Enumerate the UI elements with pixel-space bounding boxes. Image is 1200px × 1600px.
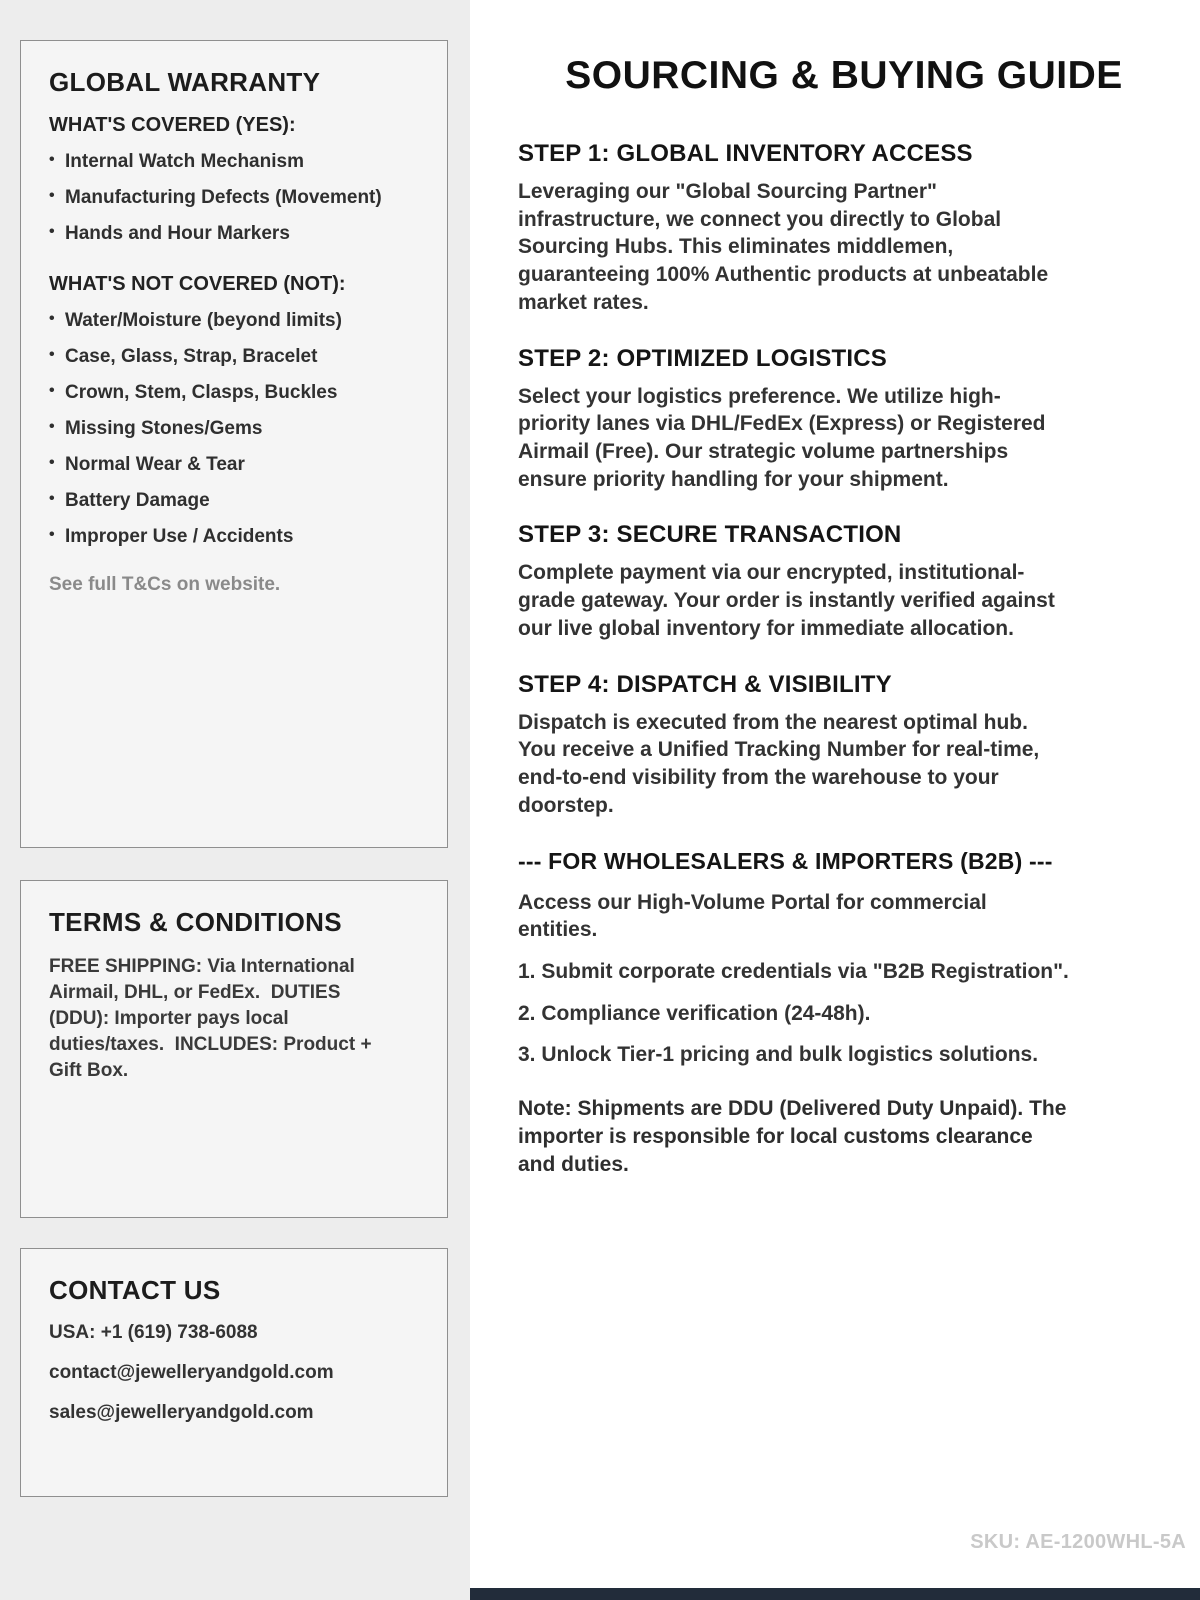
warranty-covered-heading: WHAT'S COVERED (YES): — [49, 114, 296, 136]
contact-panel — [20, 1248, 448, 1497]
terms-panel — [20, 880, 448, 1218]
warranty-not-covered-heading: WHAT'S NOT COVERED (NOT): — [49, 273, 346, 295]
warranty-not-covered-item: • Missing Stones/Gems — [49, 418, 419, 440]
b2b-section — [518, 848, 1170, 1179]
main-content — [470, 0, 1200, 1600]
b2b-intro: Access our High-Volume Portal for commercial entities. — [518, 890, 987, 942]
b2b-item-1: 1. Submit corporate credentials via "B2B Registration". — [518, 959, 1069, 983]
warranty-covered-list — [49, 151, 419, 245]
contact-email-sales: sales@jewelleryandgold.com — [49, 1402, 314, 1423]
b2b-note: Note: Shipments are DDU (Delivered Duty Unpaid). The importer is responsible for local customs clearance and duties. — [518, 1097, 1067, 1176]
step-4-heading: STEP 4: DISPATCH & VISIBILITY — [518, 670, 892, 698]
step-1-body: Leveraging our "Global Sourcing Partner" infrastructure, we connect you directly to Global Sourcing Hubs. This eliminates middlemen, guaranteeing 100% Authentic products at unbeatable market rates. — [518, 180, 1049, 314]
b2b-item-2: 2. Compliance verification (24-48h). — [518, 1001, 871, 1025]
b2b-item-3: 3. Unlock Tier-1 pricing and bulk logistics solutions. — [518, 1043, 1039, 1067]
step-4-body: Dispatch is executed from the nearest optimal hub. You receive a Unified Tracking Number for real-time, end-to-end visibility from the warehouse to your doorstep. — [518, 710, 1040, 817]
warranty-title: GLOBAL WARRANTY — [49, 67, 321, 97]
sku-label: SKU: AE-1200WHL-5A — [970, 1531, 1186, 1553]
contact-title: CONTACT US — [49, 1275, 221, 1305]
b2b-heading: --- FOR WHOLESALERS & IMPORTERS (B2B) --- — [518, 847, 1053, 874]
page-title: SOURCING & BUYING GUIDE — [565, 54, 1123, 97]
warranty-not-covered-item: • Battery Damage — [49, 490, 419, 512]
sidebar — [0, 0, 470, 1600]
warranty-not-covered-item: • Normal Wear & Tear — [49, 454, 419, 476]
step-3-heading: STEP 3: SECURE TRANSACTION — [518, 521, 902, 549]
warranty-covered-item: • Internal Watch Mechanism — [49, 151, 419, 173]
warranty-footnote: See full T&Cs on website. — [49, 574, 281, 595]
step-2-body: Select your logistics preference. We utilize high-priority lanes via DHL/FedEx (Express) or Registered Airmail (Free). Our strategic volume partnerships ensure priority handling for your shipment. — [518, 384, 1046, 491]
warranty-not-covered-list — [49, 310, 419, 548]
warranty-not-covered-item: • Improper Use / Accidents — [49, 526, 419, 548]
warranty-panel — [20, 40, 448, 848]
bottom-bar — [470, 1588, 1200, 1600]
terms-title: TERMS & CONDITIONS — [49, 907, 342, 937]
warranty-covered-item: • Manufacturing Defects (Movement) — [49, 187, 419, 209]
warranty-not-covered-item: • Case, Glass, Strap, Bracelet — [49, 346, 419, 368]
contact-phone: USA: +1 (619) 738-6088 — [49, 1322, 258, 1343]
warranty-covered-item: • Hands and Hour Markers — [49, 223, 419, 245]
step-3-body: Complete payment via our encrypted, institutional-grade gateway. Your order is instantly verified against our live global inventory for immediate allocation. — [518, 561, 1055, 640]
warranty-not-covered-item: • Crown, Stem, Clasps, Buckles — [49, 382, 419, 404]
step-2-section — [518, 345, 1170, 494]
step-1-heading: STEP 1: GLOBAL INVENTORY ACCESS — [518, 140, 973, 167]
step-1-section — [518, 140, 1170, 317]
warranty-not-covered-item: • Water/Moisture (beyond limits) — [49, 310, 419, 332]
step-2-heading: STEP 2: OPTIMIZED LOGISTICS — [518, 344, 887, 372]
step-3-section — [518, 521, 1170, 642]
step-4-section — [518, 671, 1170, 820]
contact-email-primary: contact@jewelleryandgold.com — [49, 1362, 334, 1383]
terms-body: FREE SHIPPING: Via International Airmail, DHL, or FedEx. DUTIES (DDU): Importer pays local duties/taxes. INCLUDES: Product + Gift Box. — [49, 956, 377, 1082]
